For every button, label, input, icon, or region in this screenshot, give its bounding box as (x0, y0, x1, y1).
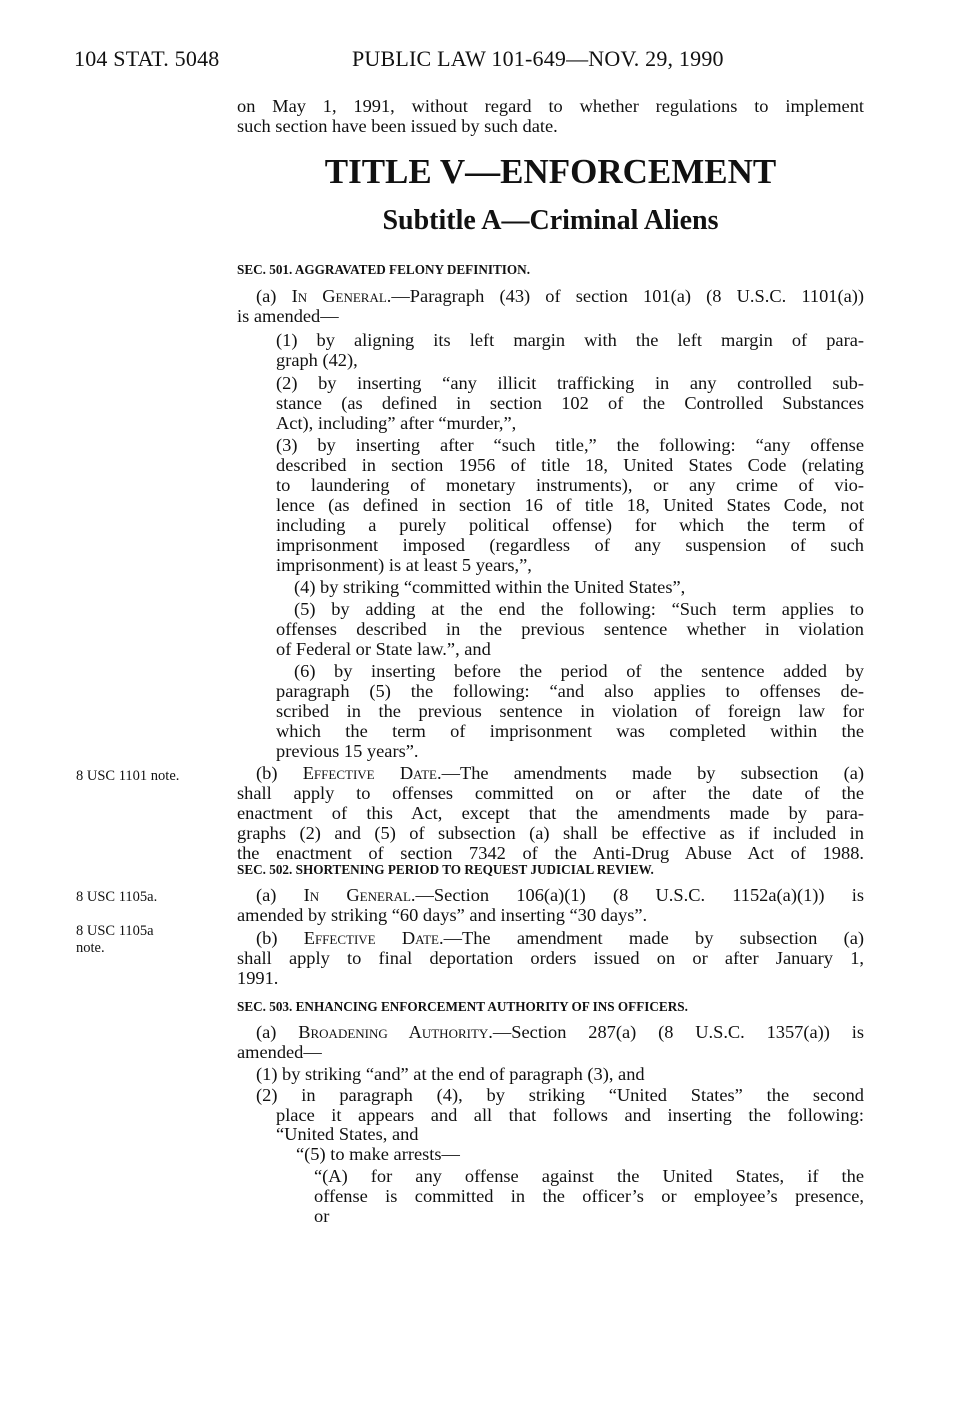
sec-502-a-first-line: (a) In General.—Section 106(a)(1) (8 U.S.C. 1152a(a)(1)) is (256, 885, 864, 905)
sec-501-b-line: enactment of this Act, except that the amendments made by para- (237, 803, 864, 823)
sec-502-a-margin-note: 8 USC 1105a. (76, 889, 158, 905)
sec-502-heading: SEC. 502. SHORTENING PERIOD TO REQUEST JUDICIAL REVIEW. (237, 862, 654, 877)
sec-501-a-line: scribed in the previous sentence in violation of foreign law for (276, 701, 864, 721)
sec-503-a-line: “United States, and (276, 1124, 419, 1144)
sec-501-a-line: to laundering of monetary instruments), or any crime of vio- (276, 475, 864, 495)
sec-501-a-line: imprisonment imposed (regardless of any suspension of such (276, 535, 864, 555)
sec-502-b-line: 1991. (237, 968, 279, 988)
sec-501-a-line: (2) by inserting “any illicit trafficking in any controlled sub- (276, 373, 864, 393)
sec-501-b-line: shall apply to offenses committed on or after the date of the (237, 783, 864, 803)
page-law-reference: PUBLIC LAW 101-649—NOV. 29, 1990 (352, 46, 724, 71)
sec-501-a-line: including a purely political offense) for which the term of (276, 515, 864, 535)
sec-502-a-line: amended by striking “60 days” and inserting “30 days”. (237, 905, 648, 925)
sec-503-a-line: (2) in paragraph (4), by striking “United States” the second (256, 1085, 864, 1105)
sec-503-a-first-line: (a) Broadening Authority.—Section 287(a) (8 U.S.C. 1357(a)) is (256, 1022, 864, 1042)
sec-501-b-first-line: (b) Effective Date.—The amendments made by subsection (a) (256, 763, 865, 783)
sec-502-b-margin-note: 8 USC 1105a (76, 923, 154, 939)
sec-501-a-line: (1) by aligning its left margin with the left margin of para- (276, 330, 864, 350)
sec-503-a-line: (1) by striking “and” at the end of paragraph (3), and (256, 1064, 645, 1084)
sec-501-b-line: graphs (2) and (5) of subsection (a) shall be effective as if included in (237, 823, 864, 843)
sec-503-heading: SEC. 503. ENHANCING ENFORCEMENT AUTHORITY OF INS OFFICERS. (237, 999, 688, 1014)
sec-503-a-line: or (314, 1206, 330, 1226)
sec-501-a-line: which the term of imprisonment was completed within the (276, 721, 864, 741)
sec-501-heading: SEC. 501. AGGRAVATED FELONY DEFINITION. (237, 262, 530, 277)
sec-501-a-line: of Federal or State law.”, and (276, 639, 491, 659)
page-stat-reference: 104 STAT. 5048 (74, 46, 220, 71)
intro-line-2: such section have been issued by such date. (237, 116, 558, 136)
sec-501-a-line: is amended— (237, 306, 339, 326)
sec-502-b-margin-note-cont: note. (76, 940, 105, 956)
sec-501-b-line: the enactment of section 7342 of the Anti-Drug Abuse Act of 1988. (237, 843, 864, 863)
sec-503-a-line: place it appears and all that follows and inserting the following: (276, 1105, 864, 1125)
intro-line-1: on May 1, 1991, without regard to whether regulations to implement (237, 96, 864, 116)
sec-503-a-line: offense is committed in the officer’s or employee’s presence, (314, 1186, 864, 1206)
sec-501-a-line: previous 15 years”. (276, 741, 419, 761)
sec-501-a-line: stance (as defined in section 102 of the Controlled Substances (276, 393, 864, 413)
sec-501-a-line: (5) by adding at the end the following: “Such term applies to (294, 599, 864, 619)
sec-501-a-line: lence (as defined in section 16 of title 18, United States Code, not (276, 495, 864, 515)
sec-501-a-line: described in section 1956 of title 18, United States Code (relating (276, 455, 864, 475)
sec-501-a-line: offenses described in the previous sentence whether in violation (276, 619, 864, 639)
subtitle-heading: Subtitle A—Criminal Aliens (382, 205, 719, 236)
sec-503-a-line: “(A) for any offense against the United States, if the (314, 1166, 864, 1186)
sec-503-a-line: amended— (237, 1042, 322, 1062)
sec-501-a-line: Act), including” after “murder,”, (276, 413, 517, 433)
sec-501-b-margin-note: 8 USC 1101 note. (76, 768, 180, 784)
sec-501-a-first-line: (a) In General.—Paragraph (43) of section 101(a) (8 U.S.C. 1101(a)) (256, 286, 865, 306)
sec-501-a-line: paragraph (5) the following: “and also applies to offenses de- (276, 681, 864, 701)
sec-502-b-line: shall apply to final deportation orders issued on or after January 1, (237, 948, 864, 968)
sec-501-a-line: imprisonment) is at least 5 years,”, (276, 555, 532, 575)
sec-501-a-line: graph (42), (276, 350, 358, 370)
sec-502-b-first-line: (b) Effective Date.—The amendment made by subsection (a) (256, 928, 864, 948)
sec-501-a-line: (6) by inserting before the period of the sentence added by (294, 661, 864, 681)
sec-501-a-line: (4) by striking “committed within the United States”, (294, 577, 686, 597)
title-heading: TITLE V—ENFORCEMENT (324, 152, 777, 191)
sec-503-a-line: “(5) to make arrests— (296, 1144, 460, 1164)
sec-501-a-line: (3) by inserting after “such title,” the following: “any offense (276, 435, 864, 455)
